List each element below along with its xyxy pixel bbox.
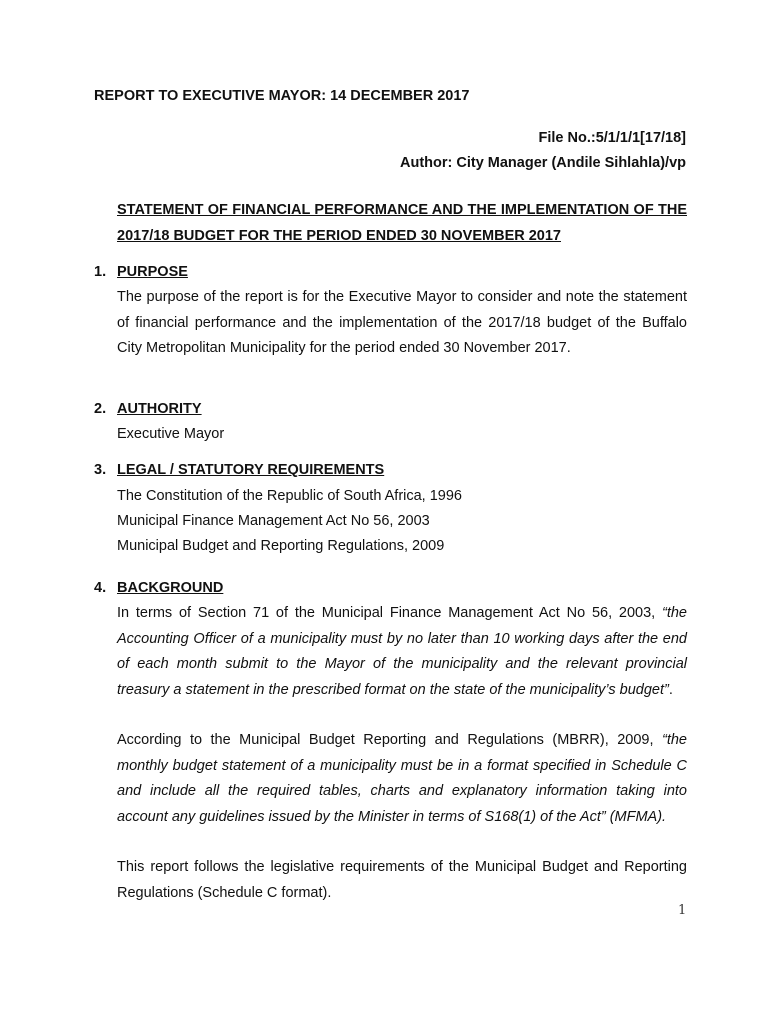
section-background-heading	[94, 580, 223, 596]
section-purpose-heading	[94, 264, 188, 280]
paragraph-text: .	[668, 681, 673, 698]
section-title: AUTHORITY	[117, 401, 202, 417]
authority-text: Executive Mayor	[117, 426, 225, 442]
quoted-text: “the monthly budget statement of a municipality must be in a format specified in Schedule C and include all the required tables, charts and explanatory information taking into account any guidelines issued by the Minister in terms of S168(1) of the Act” (MFMA).	[117, 732, 687, 825]
section-title: BACKGROUND	[117, 580, 224, 596]
legal-item: The Constitution of the Republic of South Africa, 1996	[117, 488, 462, 504]
page-number: 1	[678, 903, 687, 918]
background-paragraph-1	[117, 601, 687, 703]
background-paragraph-3: This report follows the legislative requirements of the Municipal Budget and Reporting Regulations (Schedule C format).	[117, 859, 687, 901]
author-line: Author: City Manager (Andile Sihlahla)/vp	[400, 155, 686, 171]
section-number: 1.	[94, 264, 107, 280]
section-title: PURPOSE	[117, 264, 188, 280]
paragraph-text: In terms of Section 71 of the Municipal Finance Management Act No 56, 2003,	[117, 605, 662, 621]
legal-item: Municipal Budget and Reporting Regulations, 2009	[117, 538, 445, 554]
quoted-text: “the Accounting Officer of a municipality must by no later than 10 working days after the end of each month submit to the Mayor of the municipality and the relevant provincial treasury a statement in the prescribed format on the state of the municipality’s budget”	[117, 605, 687, 698]
background-paragraph-2	[117, 728, 687, 830]
section-number: 4.	[94, 580, 107, 596]
section-number: 2.	[94, 401, 107, 417]
file-number: File No.:5/1/1/1[17/18]	[538, 130, 686, 146]
section-authority-heading	[94, 401, 202, 417]
purpose-paragraph: The purpose of the report is for the Executive Mayor to consider and note the statement of financial performance and the implementation of the 2017/18 budget of the Buffalo City Metropolitan Municipality for the period ended 30 November 2017.	[117, 289, 687, 356]
report-title: REPORT TO EXECUTIVE MAYOR: 14 DECEMBER 2017	[94, 88, 470, 104]
section-legal-heading	[94, 462, 384, 478]
section-number: 3.	[94, 462, 107, 478]
statement-heading: STATEMENT OF FINANCIAL PERFORMANCE AND THE IMPLEMENTATION OF THE 2017/18 BUDGET FOR THE PERIOD ENDED 30 NOVEMBER 2017	[117, 202, 687, 244]
paragraph-text: According to the Municipal Budget Reporting and Regulations (MBRR), 2009,	[117, 732, 662, 748]
section-title: LEGAL / STATUTORY REQUIREMENTS	[117, 462, 385, 478]
legal-item: Municipal Finance Management Act No 56, 2003	[117, 513, 430, 529]
